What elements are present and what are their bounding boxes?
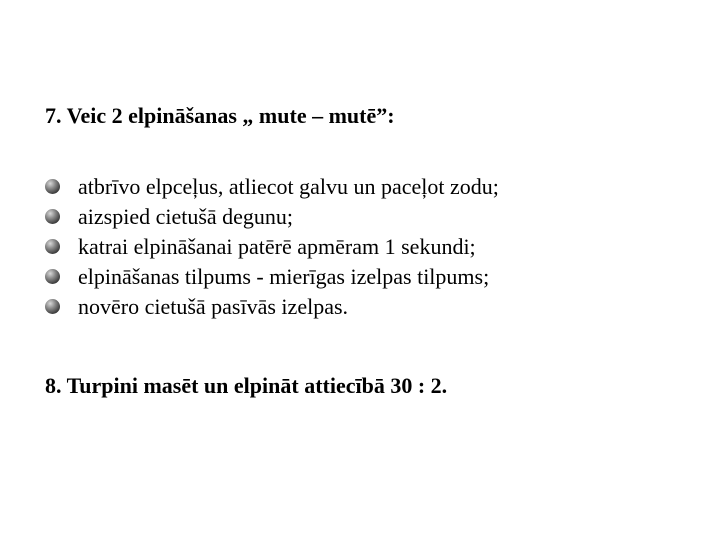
list-item-text: novēro cietušā pasīvās izelpas.	[78, 294, 349, 319]
sphere-bullet-icon	[45, 299, 60, 314]
step-8-heading: 8. Turpini masēt un elpināt attiecībā 30 : 2.	[45, 373, 448, 398]
sphere-bullet-icon	[45, 239, 60, 254]
list-item-text: katrai elpināšanai patērē apmēram 1 sekundi;	[78, 234, 476, 259]
list-item	[45, 262, 499, 292]
sphere-bullet-icon	[45, 209, 60, 224]
list-item	[45, 232, 499, 262]
instruction-list	[45, 172, 499, 322]
list-item-text: atbrīvo elpceļus, atliecot galvu un paceļot zodu;	[78, 174, 499, 199]
list-item-text: aizspied cietušā degunu;	[78, 204, 294, 229]
step-7-heading: 7. Veic 2 elpināšanas „ mute – mutē”:	[45, 103, 395, 128]
list-item-text: elpināšanas tilpums - mierīgas izelpas tilpums;	[78, 264, 490, 289]
list-item	[45, 202, 499, 232]
list-item	[45, 292, 499, 322]
list-item	[45, 172, 499, 202]
sphere-bullet-icon	[45, 269, 60, 284]
sphere-bullet-icon	[45, 179, 60, 194]
